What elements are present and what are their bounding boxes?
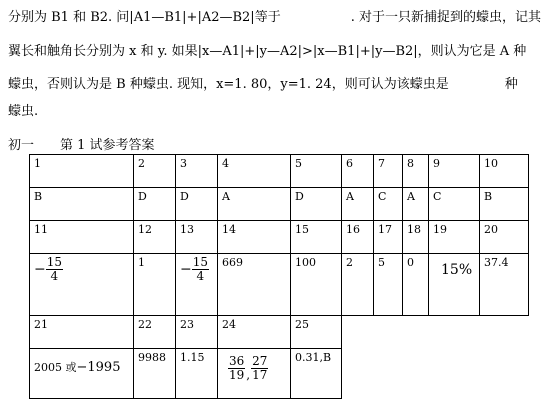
problem-text-1b: . 对于一只新捕捉到的蠓虫，记其 bbox=[350, 10, 541, 25]
denominator: 4 bbox=[50, 269, 59, 283]
question-number-row-3 bbox=[30, 316, 529, 349]
numerator: 15 bbox=[192, 255, 209, 269]
fraction bbox=[228, 355, 245, 382]
percent-value: 15% bbox=[441, 262, 473, 278]
answer-row-2 bbox=[30, 254, 529, 316]
answer-16: 2 bbox=[342, 254, 374, 316]
answer-18: 0 bbox=[403, 254, 429, 316]
answer-table bbox=[29, 154, 529, 399]
answer-row-1 bbox=[30, 188, 529, 221]
answer-21-text: 2005 或 bbox=[34, 361, 77, 374]
qnum-6: 6 bbox=[342, 155, 374, 188]
question-number-row-2 bbox=[30, 221, 529, 254]
answer-5: D bbox=[291, 188, 342, 221]
qnum-9: 9 bbox=[429, 155, 480, 188]
denominator: 17 bbox=[252, 368, 268, 382]
qnum-12: 12 bbox=[134, 221, 176, 254]
qnum-21: 21 bbox=[30, 316, 134, 349]
qnum-20: 20 bbox=[480, 221, 529, 254]
answer-25: 0.31,B bbox=[291, 349, 342, 399]
denominator: 4 bbox=[196, 269, 205, 283]
qnum-11: 11 bbox=[30, 221, 134, 254]
answer-8: A bbox=[403, 188, 429, 221]
qnum-3: 3 bbox=[176, 155, 218, 188]
answer-6: A bbox=[342, 188, 374, 221]
answer-1: B bbox=[30, 188, 134, 221]
grade-label: 初一 bbox=[8, 138, 35, 153]
empty-area bbox=[342, 316, 529, 349]
qnum-8: 8 bbox=[403, 155, 429, 188]
answer-7: C bbox=[374, 188, 403, 221]
answer-10: B bbox=[480, 188, 529, 221]
answer-13 bbox=[176, 254, 218, 316]
qnum-16: 16 bbox=[342, 221, 374, 254]
fraction bbox=[192, 256, 209, 283]
qnum-14: 14 bbox=[218, 221, 291, 254]
qnum-4: 4 bbox=[218, 155, 291, 188]
denominator: 19 bbox=[229, 368, 245, 382]
problem-text-line-3 bbox=[8, 77, 518, 93]
answer-20: 37.4 bbox=[480, 254, 529, 316]
answer-12: 1 bbox=[134, 254, 176, 316]
qnum-10: 10 bbox=[480, 155, 529, 188]
qnum-1: 1 bbox=[30, 155, 134, 188]
problem-text-line-2: 翼长和触角长分别为 x 和 y. 如果|x—A1|+|y—A2|>|x—B1|+|y—B2|，则认为它是 A 种 bbox=[8, 44, 527, 59]
answer-24 bbox=[218, 349, 291, 399]
qnum-25: 25 bbox=[291, 316, 342, 349]
answer-heading bbox=[8, 134, 155, 153]
problem-text-line-1 bbox=[8, 10, 541, 26]
answer-21 bbox=[30, 349, 134, 399]
problem-text-1a: 分别为 B1 和 B2. 问|A1—B1|+|A2—B2|等于 bbox=[8, 10, 281, 25]
qnum-2: 2 bbox=[134, 155, 176, 188]
comma: , bbox=[246, 368, 251, 382]
answer-11 bbox=[30, 254, 134, 316]
qnum-5: 5 bbox=[291, 155, 342, 188]
numerator: 15 bbox=[46, 255, 63, 269]
answer-21-neg: −1995 bbox=[76, 360, 121, 375]
question-number-row-1 bbox=[30, 155, 529, 188]
qnum-7: 7 bbox=[374, 155, 403, 188]
qnum-18: 18 bbox=[403, 221, 429, 254]
answer-19 bbox=[429, 254, 480, 316]
answer-4: A bbox=[218, 188, 291, 221]
qnum-23: 23 bbox=[176, 316, 218, 349]
answer-row-3 bbox=[30, 349, 529, 399]
fraction bbox=[46, 256, 63, 283]
qnum-17: 17 bbox=[374, 221, 403, 254]
empty-area bbox=[342, 349, 529, 399]
numerator: 36 bbox=[229, 354, 245, 368]
qnum-24: 24 bbox=[218, 316, 291, 349]
answer-14: 669 bbox=[218, 254, 291, 316]
answer-2: D bbox=[134, 188, 176, 221]
answer-22: 9988 bbox=[134, 349, 176, 399]
qnum-15: 15 bbox=[291, 221, 342, 254]
minus-sign: − bbox=[180, 261, 192, 278]
answer-9: C bbox=[429, 188, 480, 221]
problem-text-3a: 蠓虫，否则认为是 B 种蠓虫. 现知，x=1. 80，y=1. 24，则可认为该蠓虫是 bbox=[8, 77, 449, 92]
answer-3: D bbox=[176, 188, 218, 221]
minus-sign: − bbox=[34, 261, 46, 278]
qnum-19: 19 bbox=[429, 221, 480, 254]
answer-15: 100 bbox=[291, 254, 342, 316]
answer-23: 1.15 bbox=[176, 349, 218, 399]
answer-17: 5 bbox=[374, 254, 403, 316]
problem-text-line-4: 蠓虫. bbox=[8, 104, 39, 119]
qnum-13: 13 bbox=[176, 221, 218, 254]
fraction-pair bbox=[228, 355, 268, 382]
problem-text-3b: 种 bbox=[504, 77, 518, 92]
qnum-22: 22 bbox=[134, 316, 176, 349]
fraction bbox=[251, 355, 268, 382]
answer-title: 第 1 试参考答案 bbox=[60, 138, 155, 153]
numerator: 27 bbox=[252, 354, 268, 368]
